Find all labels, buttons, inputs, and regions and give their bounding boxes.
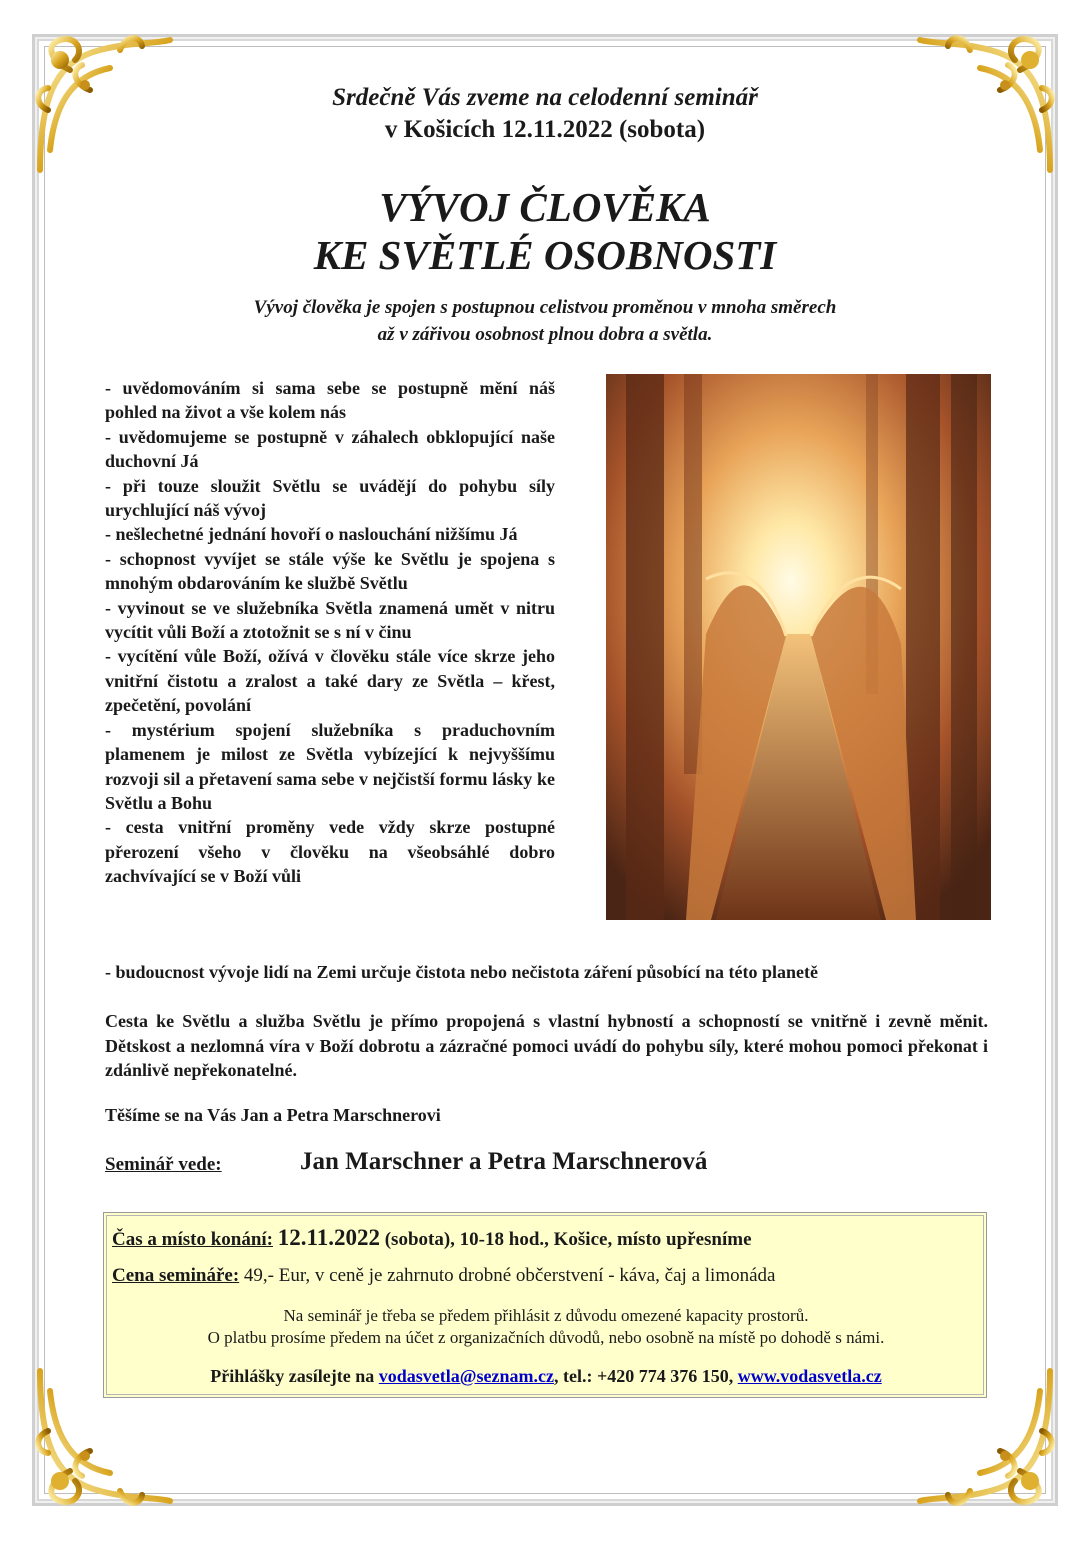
seminar-title	[0, 183, 1090, 279]
time-date: 12.11.2022	[277, 1225, 380, 1250]
price-label: Cena semináře:	[112, 1265, 240, 1286]
bullet-item: - mystérium spojení služebníka s praduchovním plamenem je milost ze Světla vybízející k nejvyššímu rozvoji sil a přetavení sama sebe v nejčistší formu lásky ke Světlu a Bohu	[105, 719, 555, 813]
bullet-item: - uvědomujeme se postupně v záhalech obklopující naše duchovní Já	[105, 426, 555, 472]
bullet-item: - vyvinout se ve služebníka Světla znamená umět v nitru vycítit vůli Boží a ztotožnit se s ní v činu	[105, 597, 555, 643]
place-date-line: v Košicích 12.11.2022 (sobota)	[384, 116, 706, 143]
time-place-label: Čas a místo konání:	[112, 1229, 273, 1250]
title-line-1: VÝVOJ ČLOVĚKA	[379, 184, 711, 230]
email-link[interactable]: vodasvetla@seznam.cz	[378, 1366, 554, 1386]
note-line-1: Na seminář je třeba se předem přihlásit z důvodu omezené kapacity prostorů.	[283, 1306, 809, 1325]
lead-label: Seminář vede:	[105, 1154, 222, 1175]
info-box	[103, 1212, 987, 1398]
registration-note	[104, 1305, 988, 1349]
bullet-item: - cesta vnitřní proměny vede vždy skrze postupné přerození všeho v člověku na všeobsáhlé dobro zachvívající se v Boží vůli	[105, 817, 555, 887]
seminar-lead-row	[105, 1148, 988, 1182]
thanks-line: Těšíme se na Vás Jan a Petra Marschnerovi	[105, 1105, 441, 1125]
price-value: 49,- Eur, v ceně je zahrnuto drobné občerstvení - káva, čaj a limonáda	[243, 1265, 776, 1286]
seminar-subtitle	[0, 294, 1090, 348]
bullet-list	[105, 376, 555, 889]
title-line-2: KE SVĚTLÉ OSOBNOSTI	[313, 232, 777, 278]
price-row	[112, 1265, 775, 1287]
time-details: (sobota), 10-18 hod., Košice, místo upřesníme	[384, 1229, 752, 1250]
bullet-item: - vycítění vůle Boží, ožívá v člověku stále více skrze jeho vnitřní čistotu a zralost a také dary ze Světla – křest, zpečetění, povolání	[105, 646, 555, 716]
main-paragraph: Cesta ke Světlu a služba Světlu je přímo propojená s vlastní hybností a schopností se vnitřně i zevně měnit. Dětskost a nezlomná víra v Boží dobrotu a zázračné pomoci uvádí do pohybu síly, které mohou pomoci překonat i zdánlivě nepřekonatelné.	[105, 1011, 988, 1080]
subtitle-line-2: až v zářivou osobnost plnou dobra a světla.	[377, 324, 713, 345]
contact-line	[104, 1366, 988, 1387]
bullet-item: - schopnost vyvíjet se stále výše ke Světlu je spojena s mnohým obdarováním ke službě Světlu	[105, 548, 555, 594]
contact-prefix: Přihlášky zasílejte na	[210, 1366, 375, 1386]
bullet-item: - při touze sloužit Světlu se uvádějí do pohybu síly urychlující náš vývoj	[105, 475, 555, 521]
bullet-item: - nešlechetné jednání hovoří o naslouchání nižšímu Já	[105, 524, 518, 545]
time-place-row	[112, 1225, 752, 1251]
phone-text: , tel.: +420 774 376 150,	[553, 1366, 734, 1386]
note-line-2: O platbu prosíme předem na účet z organizačních důvodů, nebo osobně na místě po dohodě s námi.	[207, 1328, 885, 1347]
bullet-item-last: - budoucnost vývoje lidí na Zemi určuje čistota nebo nečistota záření působící na této planetě	[105, 962, 818, 982]
bullet-item: - uvědomováním si sama sebe se postupně mění náš pohled na život a vše kolem nás	[105, 378, 555, 423]
website-link[interactable]: www.vodasvetla.cz	[737, 1366, 882, 1386]
invitation-line: Srdečně Vás zveme na celodenní seminář	[332, 84, 758, 111]
subtitle-line-1: Vývoj člověka je spojen s postupnou celistvou proměnou v mnoha směrech	[253, 297, 837, 318]
forest-bridge-image	[606, 374, 991, 920]
lead-names: Jan Marschner a Petra Marschnerová	[300, 1148, 708, 1175]
